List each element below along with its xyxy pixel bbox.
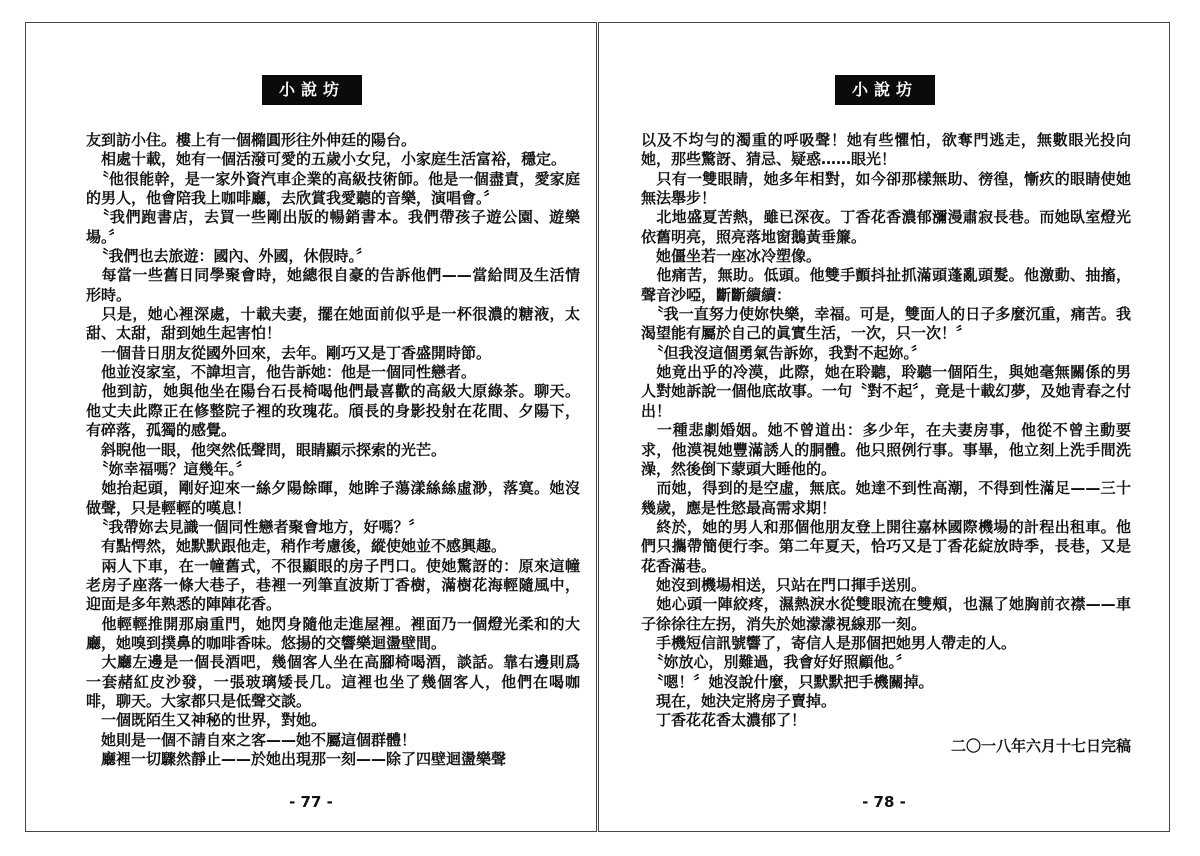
left-page bbox=[25, 22, 597, 832]
paragraph: 她則是一個不請自來之客——她不屬這個群體！ bbox=[86, 730, 417, 749]
page-number: - 77 - bbox=[289, 793, 333, 811]
paragraph: 斜睨他一眼，他突然低聲問，眼睛顯示探索的光芒。 bbox=[86, 440, 447, 459]
paragraph: 丁香花花香太濃郁了！ bbox=[641, 711, 807, 730]
paragraph: 而她，得到的是空虛，無底。她達不到性高潮，不得到性滿足——三十幾歲，應是性慾最高需求期！ bbox=[641, 479, 1131, 517]
paragraph: 〝妳放心，別難過，我會好好照顧他。〞 bbox=[641, 653, 912, 672]
paragraph: 〝嗯！〞她沒說什麼，只默默把手機關掉。 bbox=[641, 672, 934, 691]
paragraph: 他痛苦，無助。低頭。他雙手顫抖扯抓滿頭蓬亂頭髮。他激動、抽搐，聲音沙啞，斷斷續續： bbox=[641, 266, 1131, 304]
paragraph: 她僵坐若一座冰冷塑像。 bbox=[641, 247, 822, 266]
paragraph: 廳裡一切驟然靜止——於她出現那一刻——除了四壁迴盪樂聲 bbox=[86, 750, 507, 768]
paragraph: 他輕輕推開那扇重門，她閃身隨他走進屋裡。裡面乃一個燈光柔和的大廳，她嗅到撲鼻的咖啡香味。悠揚的交響樂迴盪壁間。 bbox=[86, 614, 580, 652]
paragraph: 有點愕然，她默默跟他走，稍作考慮後，縱使她並不感興趣。 bbox=[86, 537, 507, 556]
paragraph: 兩人下車，在一幢舊式，不很顯眼的房子門口。使她驚訝的：原來這幢老房子座落一條大巷子，巷裡一列筆直波斯丁香樹，滿樹花海輕隨風中，迎面是多年熟悉的陣陣花香。 bbox=[86, 556, 580, 614]
paragraph: 〝我們也去旅遊：國內、外國，休假時。〞 bbox=[86, 247, 372, 266]
section-title-badge: 小說坊 bbox=[262, 75, 362, 105]
paragraph: 〝我一直努力使妳快樂，幸福。可是，雙面人的日子多麼沉重，痛苦。我渴望能有屬於自己的眞實生活，一次，只一次！〞 bbox=[641, 305, 1131, 343]
paragraph: 〝他很能幹，是一家外資汽車企業的高級技術師。他是一個盡責，愛家庭的男人，他會陪我上咖啡廳，去欣賞我愛聽的音樂，演唱會。〞 bbox=[86, 169, 580, 208]
paragraph: 〝但我沒這個勇氣告訴妳，我對不起妳。〞 bbox=[641, 343, 927, 362]
paragraph: 一個既陌生又神秘的世界，對她。 bbox=[86, 711, 327, 730]
paragraph: 手機短信訊號響了，寄信人是那個把她男人帶走的人。 bbox=[641, 633, 1017, 652]
paragraph: 她沒到機場相送，只站在門口揮手送別。 bbox=[641, 575, 927, 594]
paragraph: 她心頭一陣絞疼，濕熱淚水從雙眼流在雙頰，也濕了她胸前衣襟——車子徐徐往左拐，消失於她濛濛視線那一刻。 bbox=[641, 595, 1131, 633]
paragraph: 她抬起頭，剛好迎來一絲夕陽餘暉，她眸子蕩漾絲絲虛渺，落寞。她沒做聲，只是輕輕的嘆息！ bbox=[86, 479, 580, 517]
paragraph: 現在，她決定將房子賣掉。 bbox=[641, 691, 837, 710]
paragraph: 只是，她心裡深處，十載夫妻，擺在她面前似乎是一杯很濃的糖液，太甜、太甜，甜到她生起害怕！ bbox=[86, 305, 580, 343]
paragraph: 終於，她的男人和那個他朋友登上開往嘉林國際機場的計程出租車。他們只攜帶簡便行李。第二年夏天，恰巧又是丁香花綻放時季，長巷，又是花香滿巷。 bbox=[641, 517, 1131, 575]
completion-date: 二〇一八年六月十七日完稿 bbox=[950, 736, 1131, 755]
paragraph: 一種悲劇婚姻。她不曾道出：多少年，在夫妻房事，他從不曾主動要求，他漠視她豐滿誘人的胴體。他只照例行事。事畢，他立刻上洗手間洗澡，然後倒下蒙頭大睡他的。 bbox=[641, 421, 1131, 478]
body-text bbox=[641, 131, 1131, 756]
paragraph: 她竟出乎的冷漠，此際，她在聆聽，聆聽一個陌生，與她毫無關係的男人對她訴說一個他底故事。一句〝對不起〞，竟是十載幻夢，及她青春之付出！ bbox=[641, 363, 1131, 420]
paragraph: 一個昔日朋友從國外回來，去年。剛巧又是丁香盛開時節。 bbox=[86, 343, 492, 362]
paragraph: 每當一些舊日同學聚會時，她總很自豪的告訴他們——當給問及生活情形時。 bbox=[86, 266, 580, 304]
paragraph: 相處十載，她有一個活潑可愛的五歲小女兒，小家庭生活富裕，穩定。 bbox=[86, 150, 567, 169]
body-text bbox=[86, 131, 580, 769]
paragraph: 〝我們跑書店，去買一些剛出版的暢銷書本。我們帶孩子遊公園、遊樂場。〞 bbox=[86, 208, 580, 246]
paragraph: 只有一雙眼睛，她多年相對，如今卻那樣無助、徬徨，慚疚的眼睛使她無法舉步！ bbox=[641, 169, 1131, 208]
section-title-badge: 小說坊 bbox=[835, 75, 935, 105]
paragraph: 大廳左邊是一個長酒吧，幾個客人坐在高腳椅喝酒，談話。靠右邊則爲一套赭紅皮沙發，一張玻璃矮長几。這裡也坐了幾個客人，他們在喝咖啡，聊天。大家都只是低聲交談。 bbox=[86, 653, 580, 710]
paragraph: 以及不均勻的濁重的呼吸聲！她有些懼怕，欲奪門逃走，無數眼光投向她，那些驚訝、猜忌、疑惑……眼光！ bbox=[641, 131, 1131, 169]
paragraph: 他並沒家室，不諱坦言，他告訴她：他是一個同性戀者。 bbox=[86, 363, 477, 382]
page-number: - 78 - bbox=[862, 793, 906, 811]
right-page bbox=[598, 22, 1170, 832]
paragraph: 〝妳幸福嗎？這幾年。〞 bbox=[86, 459, 252, 478]
paragraph: 友到訪小住。樓上有一個橢圓形往外伸廷的陽台。 bbox=[86, 131, 417, 149]
paragraph: 〝我帶妳去見識一個同性戀者聚會地方，好嗎？〞 bbox=[86, 517, 424, 536]
paragraph: 北地盛夏苦熱，雖已深夜。丁香花香濃郁瀰漫肅寂長巷。而她臥室燈光依舊明亮，照亮落地窗鵝黃垂簾。 bbox=[641, 208, 1131, 246]
paragraph: 他到訪，她與他坐在陽台石長椅喝他們最喜歡的高級大原綠茶。聊天。他丈夫此際正在修整院子裡的玫瑰花。頎長的身影投射在花間、夕陽下，有碎落，孤獨的感覺。 bbox=[86, 382, 580, 440]
